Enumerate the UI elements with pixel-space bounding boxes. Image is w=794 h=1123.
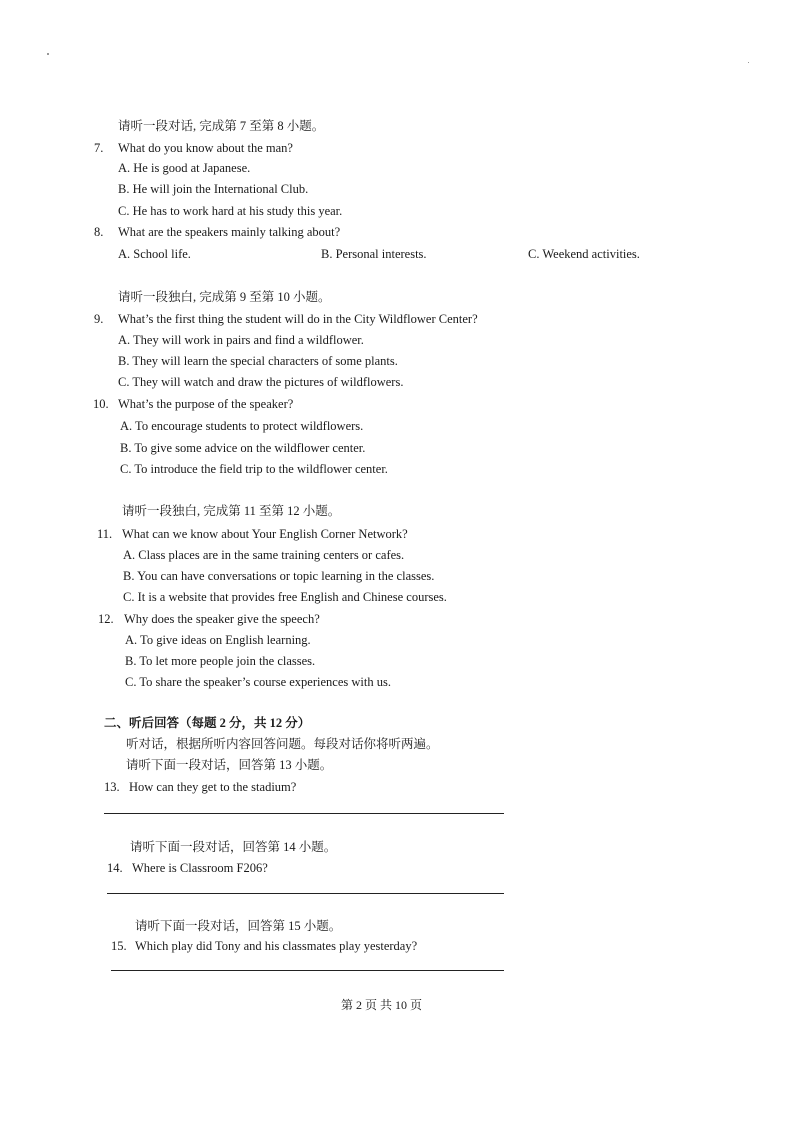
question-number: 13. [104, 780, 120, 794]
section-intro: 听对话，根据所听内容回答问题。每段对话你将听两遍。 [126, 737, 439, 751]
question-text: What’s the first thing the student will do in the City Wildflower Center? [118, 312, 478, 326]
question-number: 14. [107, 861, 123, 875]
question-number: 8. [94, 225, 104, 239]
scan-speck [748, 62, 749, 63]
scan-speck [47, 53, 49, 55]
question-number: 11. [97, 527, 113, 541]
question-number: 10. [93, 397, 109, 411]
question-text: Where is Classroom F206? [132, 861, 268, 875]
question-number: 12. [98, 612, 114, 626]
section-instruction: 请听下面一段对话，回答第 15 小题。 [135, 919, 342, 933]
option-text: A. He is good at Japanese. [118, 161, 251, 175]
question-number: 9. [94, 312, 104, 326]
option-text: B. He will join the International Club. [118, 182, 309, 196]
option-text: A. School life. [118, 247, 191, 261]
question-number: 15. [111, 939, 127, 953]
option-text: A. To encourage students to protect wildflowers. [120, 419, 364, 433]
question-text: What do you know about the man? [118, 141, 293, 155]
answer-line-13[interactable] [104, 813, 504, 814]
question-text: What can we know about Your English Corner Network? [122, 527, 408, 541]
page-number: 第 2 页 共 10 页 [341, 998, 423, 1012]
section-heading: 二、听后回答（每题 2 分，共 12 分） [104, 716, 311, 730]
option-text: A. They will work in pairs and find a wildflower. [118, 333, 364, 347]
option-text: B. To let more people join the classes. [125, 654, 316, 668]
option-text: A. To give ideas on English learning. [125, 633, 311, 647]
option-text: C. It is a website that provides free English and Chinese courses. [123, 590, 447, 604]
option-text: C. To introduce the field trip to the wildflower center. [120, 462, 388, 476]
section-instruction: 请听一段独白, 完成第 9 至第 10 小题。 [118, 290, 331, 304]
option-text: C. Weekend activities. [528, 247, 640, 261]
question-text: Which play did Tony and his classmates play yesterday? [135, 939, 418, 953]
question-text: What’s the purpose of the speaker? [118, 397, 294, 411]
question-number: 7. [94, 141, 104, 155]
option-text: A. Class places are in the same training centers or cafes. [123, 548, 405, 562]
section-instruction: 请听一段独白, 完成第 11 至第 12 小题。 [122, 504, 341, 518]
option-text: C. They will watch and draw the pictures of wildflowers. [118, 375, 404, 389]
section-instruction: 请听下面一段对话，回答第 13 小题。 [126, 758, 333, 772]
answer-line-14[interactable] [107, 893, 504, 894]
option-text: B. You can have conversations or topic learning in the classes. [123, 569, 435, 583]
option-text: B. To give some advice on the wildflower center. [120, 441, 366, 455]
option-text: C. He has to work hard at his study this year. [118, 204, 343, 218]
option-text: B. Personal interests. [321, 247, 427, 261]
answer-line-15[interactable] [111, 970, 504, 971]
section-instruction: 请听下面一段对话，回答第 14 小题。 [130, 840, 337, 854]
question-text: Why does the speaker give the speech? [124, 612, 320, 626]
section-instruction: 请听一段对话, 完成第 7 至第 8 小题。 [118, 119, 325, 133]
option-text: B. They will learn the special characters of some plants. [118, 354, 398, 368]
option-text: C. To share the speaker’s course experiences with us. [125, 675, 391, 689]
question-text: How can they get to the stadium? [129, 780, 297, 794]
question-text: What are the speakers mainly talking about? [118, 225, 341, 239]
